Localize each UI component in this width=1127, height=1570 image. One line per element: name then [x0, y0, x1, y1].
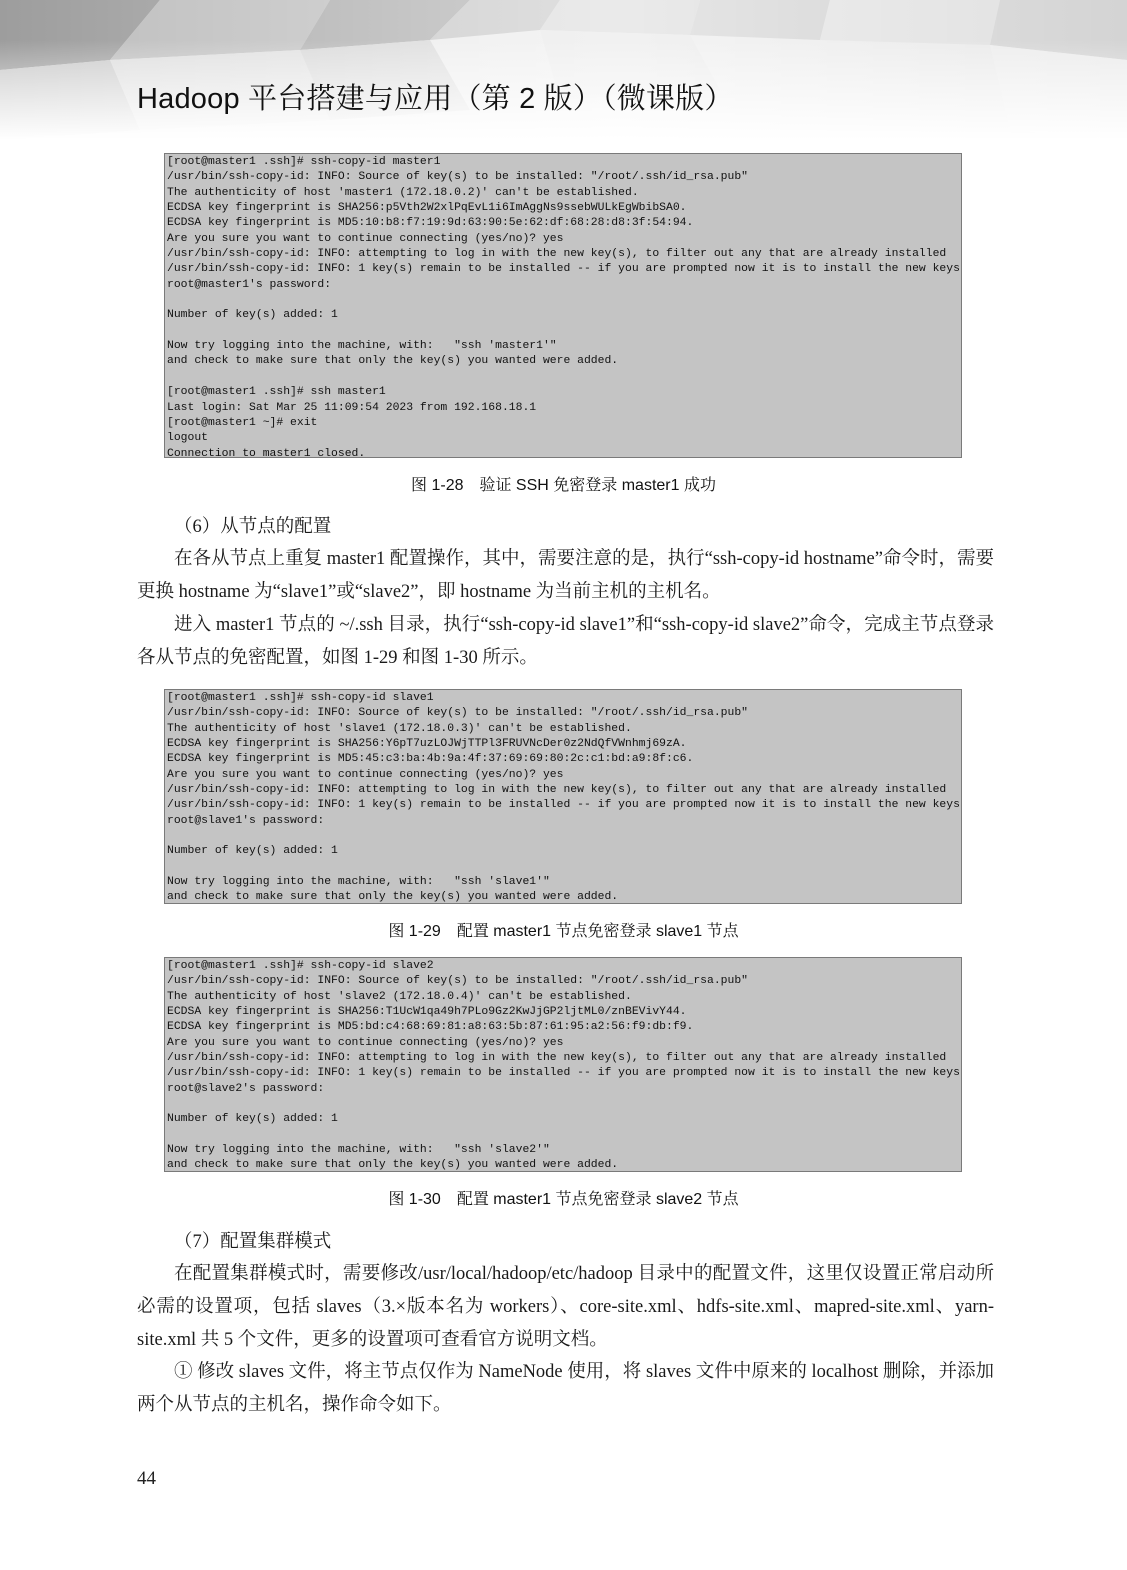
terminal-line: /usr/bin/ssh-copy-id: INFO: attempting to log in with the new key(s), to filter out any that are already installed — [167, 1052, 947, 1065]
terminal-line: [root@master1 ~]# exit — [167, 416, 318, 429]
terminal-line — [167, 370, 959, 385]
terminal-line: Now try logging into the machine, with: "ssh 'master1'" — [167, 340, 557, 353]
terminal-line — [167, 1128, 959, 1143]
terminal-line: Number of key(s) added: 1 — [167, 845, 338, 858]
terminal-line: and check to make sure that only the key(s) you wanted were added. — [167, 355, 619, 368]
terminal-line: /usr/bin/ssh-copy-id: INFO: attempting to log in with the new key(s), to filter out any that are already installed — [167, 784, 947, 797]
terminal-line: The authenticity of host 'slave2 (172.18.0.4)' can't be established. — [167, 990, 632, 1003]
section-heading-7: （7）配置集群模式 — [174, 1232, 332, 1252]
section-7-paragraph-2: ① 修改 slaves 文件，将主节点仅作为 NameNode 使用，将 slaves 文件中原来的 localhost 删除，并添加两个从节点的主机名，操作命令如下。 — [137, 1362, 994, 1415]
terminal-line: ECDSA key fingerprint is SHA256:Y6pT7uzLOJWjTTPl3FRUVNcDer0z2NdQfVWnhmj69zA. — [167, 738, 687, 751]
figure-caption-1-29: 图 1-29 配置 master1 节点免密登录 slave1 节点 — [388, 923, 739, 940]
terminal-line: Now try logging into the machine, with: "ssh 'slave2'" — [167, 1144, 550, 1157]
terminal-line: The authenticity of host 'master1 (172.18.0.2)' can't be established. — [167, 186, 639, 199]
terminal-line: Number of key(s) added: 1 — [167, 309, 338, 322]
terminal-line: root@slave2's password: — [167, 1082, 325, 1095]
terminal-line: [root@master1 .ssh]# ssh-copy-id slave1 — [167, 692, 434, 704]
terminal-line: and check to make sure that only the key(s) you wanted were added. — [167, 1159, 619, 1172]
terminal-line: Connection to master1 closed. — [167, 447, 366, 458]
section-6-paragraph-1: 在各从节点上重复 master1 配置操作，其中，需要注意的是，执行“ssh-copy-id hostname”命令时，需要更换 hostname 为“slave1”或“slave2”，即 hostname 为当前主机的主机名。 — [137, 549, 994, 602]
header-cubes-graphic — [0, 0, 1127, 140]
terminal-screenshot-fig-1-29 — [164, 689, 962, 904]
terminal-line: ECDSA key fingerprint is MD5:10:b8:f7:19:9d:63:90:5e:62:df:68:28:d8:3f:54:94. — [167, 217, 694, 230]
terminal-line: /usr/bin/ssh-copy-id: INFO: 1 key(s) remain to be installed -- if you are prompted now it is to install the new keys — [167, 799, 960, 812]
terminal-line: ECDSA key fingerprint is MD5:45:c3:ba:4b:9a:4f:37:69:69:80:2c:c1:bd:a9:8f:c6. — [167, 753, 694, 766]
section-heading-6: （6）从节点的配置 — [174, 517, 332, 537]
terminal-line: /usr/bin/ssh-copy-id: INFO: Source of key(s) to be installed: "/root/.ssh/id_rsa.pub" — [167, 975, 749, 988]
figure-caption-1-30: 图 1-30 配置 master1 节点免密登录 slave2 节点 — [388, 1191, 739, 1208]
terminal-line: /usr/bin/ssh-copy-id: INFO: Source of key(s) to be installed: "/root/.ssh/id_rsa.pub" — [167, 171, 749, 184]
terminal-line: ECDSA key fingerprint is MD5:bd:c4:68:69:81:a8:63:5b:87:61:95:a2:56:f9:db:f9. — [167, 1021, 694, 1034]
terminal-screenshot-fig-1-28 — [164, 153, 962, 458]
figure-caption-1-28: 图 1-28 验证 SSH 免密登录 master1 成功 — [411, 477, 716, 494]
terminal-line — [167, 860, 959, 875]
terminal-line — [167, 1097, 959, 1112]
page-number: 44 — [137, 1468, 156, 1489]
header-decoration — [0, 0, 1127, 140]
terminal-line: ECDSA key fingerprint is SHA256:T1UcW1qa49h7PLo9Gz2KwJjGP2ljtML0/znBEVivY44. — [167, 1006, 687, 1019]
terminal-line: /usr/bin/ssh-copy-id: INFO: 1 key(s) remain to be installed -- if you are prompted now it is to install the new keys — [167, 263, 960, 276]
terminal-line: root@slave1's password: — [167, 814, 325, 827]
terminal-line: Number of key(s) added: 1 — [167, 1113, 338, 1126]
terminal-line — [167, 829, 959, 844]
terminal-line: Now try logging into the machine, with: "ssh 'slave1'" — [167, 876, 550, 889]
section-7-paragraph-1: 在配置集群模式时，需要修改/usr/local/hadoop/etc/hadoop 目录中的配置文件，这里仅设置正常启动所必需的设置项，包括 slaves（3.×版本名为 workers）、core-site.xml、hdfs-site.xml、mapred-site.xml、yarn-site.xml 共 5 个文件，更多的设置项可查看官方说明文档。 — [137, 1264, 994, 1350]
terminal-line: Are you sure you want to continue connecting (yes/no)? yes — [167, 1036, 564, 1049]
terminal-line: Are you sure you want to continue connecting (yes/no)? yes — [167, 768, 564, 781]
terminal-line: [root@master1 .ssh]# ssh-copy-id slave2 — [167, 960, 434, 972]
terminal-line: and check to make sure that only the key(s) you wanted were added. — [167, 891, 619, 904]
terminal-line: Are you sure you want to continue connecting (yes/no)? yes — [167, 232, 564, 245]
terminal-line: /usr/bin/ssh-copy-id: INFO: Source of key(s) to be installed: "/root/.ssh/id_rsa.pub" — [167, 707, 749, 720]
terminal-line: logout — [167, 432, 209, 445]
terminal-line: The authenticity of host 'slave1 (172.18.0.3)' can't be established. — [167, 722, 632, 735]
book-title: Hadoop 平台搭建与应用（第 2 版）（微课版） — [137, 83, 734, 115]
terminal-line: root@master1's password: — [167, 278, 332, 291]
terminal-line — [167, 324, 959, 339]
terminal-line: [root@master1 .ssh]# ssh master1 — [167, 386, 386, 399]
terminal-line: ECDSA key fingerprint is SHA256:p5Vth2W2xlPqEvL1i6ImAggNs9ssebWULkEgWbibSA0. — [167, 202, 687, 215]
terminal-line: [root@master1 .ssh]# ssh-copy-id master1 — [167, 156, 441, 168]
terminal-line — [167, 293, 959, 308]
terminal-line: Last login: Sat Mar 25 11:09:54 2023 from 192.168.18.1 — [167, 401, 537, 414]
terminal-line: /usr/bin/ssh-copy-id: INFO: 1 key(s) remain to be installed -- if you are prompted now it is to install the new keys — [167, 1067, 960, 1080]
section-6-paragraph-2: 进入 master1 节点的 ~/.ssh 目录，执行“ssh-copy-id slave1”和“ssh-copy-id slave2”命令，完成主节点登录各从节点的免密配置，如图 1-29 和图 1-30 所示。 — [137, 615, 994, 668]
terminal-screenshot-fig-1-30 — [164, 957, 962, 1172]
terminal-line: /usr/bin/ssh-copy-id: INFO: attempting to log in with the new key(s), to filter out any that are already installed — [167, 248, 947, 261]
